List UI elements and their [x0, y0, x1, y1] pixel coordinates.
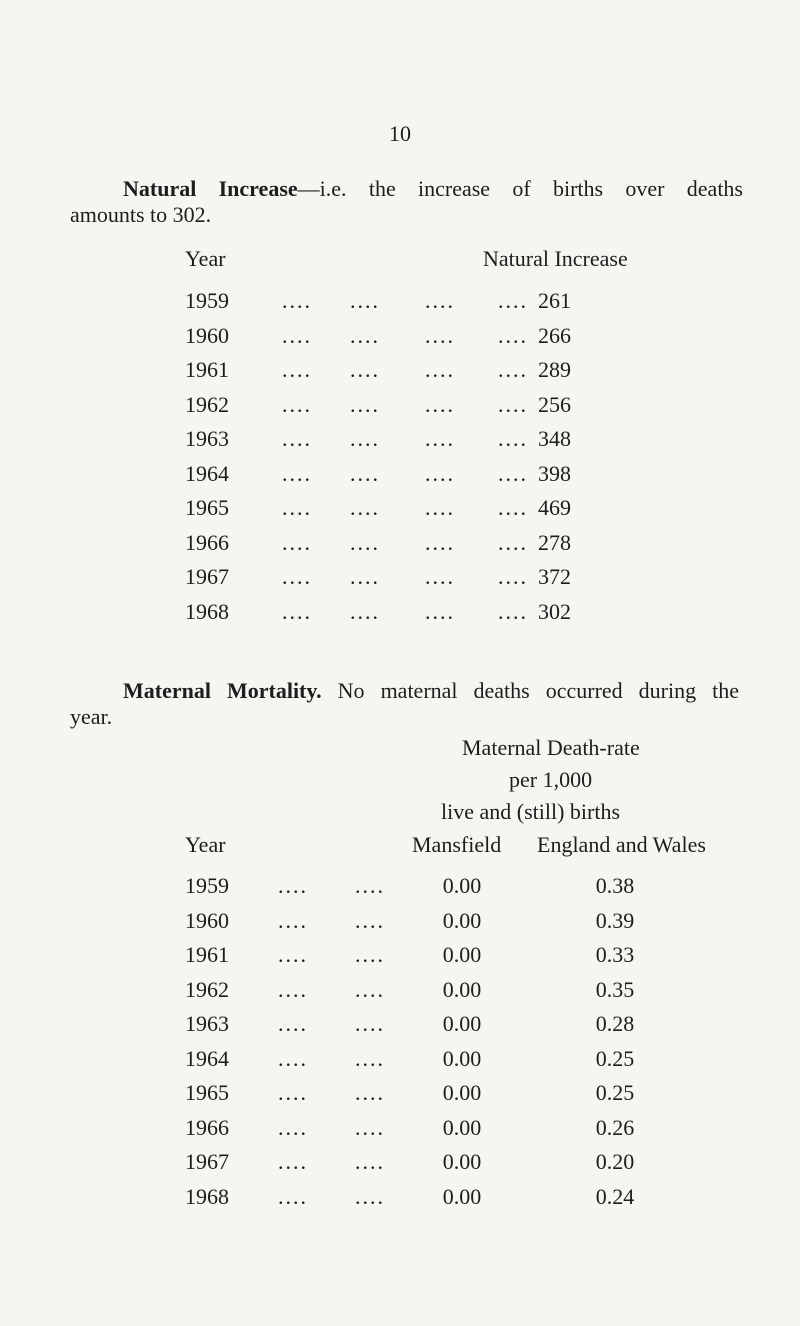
dot-leader: .... — [425, 598, 455, 624]
table-row — [0, 1010, 800, 1044]
table-row — [0, 598, 800, 632]
dot-leader: .... — [350, 322, 380, 348]
dot-leader: .... — [498, 357, 528, 382]
natural-increase-cell: 261 — [538, 288, 571, 313]
table-row — [0, 529, 800, 563]
table-row — [0, 976, 800, 1010]
dot-leader: .... — [278, 1114, 308, 1140]
year-cell: 1960 — [185, 907, 229, 933]
natural-increase-cell: 278 — [538, 529, 571, 555]
table-row — [0, 1183, 800, 1217]
year-cell: 1967 — [185, 564, 229, 589]
natural-increase-cell: 348 — [538, 426, 571, 451]
death-rate-caption-line3: live and (still) births — [441, 799, 621, 824]
dot-leader: .... — [498, 460, 528, 486]
dot-leader: .... — [355, 1183, 385, 1209]
dot-leader: .... — [278, 942, 308, 967]
year-cell: 1967 — [185, 1149, 229, 1174]
year-cell: 1968 — [185, 598, 229, 624]
dot-leader: .... — [425, 495, 455, 520]
england-wales-rate-cell: 0.20 — [595, 1149, 635, 1174]
year-cell: 1963 — [185, 426, 229, 451]
dot-leader: .... — [350, 391, 380, 417]
dot-leader: .... — [425, 426, 455, 451]
dot-leader: .... — [278, 1149, 308, 1174]
natural-increase-cell: 302 — [538, 598, 571, 624]
dot-leader: .... — [350, 495, 380, 520]
table-row — [0, 1148, 800, 1182]
dot-leader: .... — [350, 460, 380, 486]
maternal-mortality-heading: Maternal Mortality. — [123, 678, 322, 703]
dot-leader: .... — [425, 391, 455, 417]
year-cell: 1962 — [185, 391, 229, 417]
mansfield-rate-cell: 0.00 — [442, 1149, 482, 1174]
dot-leader: .... — [278, 1011, 308, 1036]
dot-leader: .... — [498, 391, 528, 417]
mansfield-rate-cell: 0.00 — [442, 1183, 482, 1209]
england-wales-rate-cell: 0.35 — [595, 976, 635, 1002]
table-row — [0, 872, 800, 906]
year-cell: 1962 — [185, 976, 229, 1002]
table-row — [0, 1079, 800, 1113]
dot-leader: .... — [355, 1080, 385, 1105]
table-row — [0, 1045, 800, 1079]
dot-leader: .... — [278, 907, 308, 933]
natural-increase-text-line1: —i.e. the increase of births over deaths — [297, 176, 743, 201]
year-cell: 1959 — [185, 288, 229, 313]
dot-leader: .... — [278, 1045, 308, 1071]
mansfield-header: Mansfield — [412, 832, 502, 857]
mansfield-rate-cell: 0.00 — [442, 1114, 482, 1140]
table-row — [0, 425, 800, 459]
table-row — [0, 494, 800, 528]
england-wales-rate-cell: 0.38 — [595, 873, 635, 898]
dot-leader: .... — [282, 529, 312, 555]
natural-increase-cell: 469 — [538, 495, 571, 520]
table-row — [0, 907, 800, 941]
natural-increase-cell: 256 — [538, 391, 571, 417]
maternal-mortality-text-line2: year. — [70, 704, 113, 729]
natural-increase-year-header: Year — [185, 246, 226, 271]
dot-leader: .... — [282, 391, 312, 417]
death-rate-caption-line1: Maternal Death-rate — [462, 735, 640, 760]
dot-leader: .... — [355, 1149, 385, 1174]
year-cell: 1961 — [185, 357, 229, 382]
dot-leader: .... — [425, 564, 455, 589]
table-row — [0, 563, 800, 597]
dot-leader: .... — [498, 426, 528, 451]
table-row — [0, 391, 800, 425]
dot-leader: .... — [498, 564, 528, 589]
dot-leader: .... — [350, 529, 380, 555]
dot-leader: .... — [498, 322, 528, 348]
year-cell: 1964 — [185, 1045, 229, 1071]
england-wales-rate-cell: 0.25 — [595, 1045, 635, 1071]
dot-leader: .... — [355, 1045, 385, 1071]
dot-leader: .... — [282, 426, 312, 451]
dot-leader: .... — [282, 322, 312, 348]
england-wales-header: England and Wales — [537, 832, 706, 857]
natural-increase-text-line2: amounts to 302. — [70, 202, 212, 227]
year-cell: 1964 — [185, 460, 229, 486]
mansfield-rate-cell: 0.00 — [442, 1011, 482, 1036]
dot-leader: .... — [282, 495, 312, 520]
natural-increase-cell: 398 — [538, 460, 571, 486]
mansfield-rate-cell: 0.00 — [442, 1080, 482, 1105]
dot-leader: .... — [425, 529, 455, 555]
maternal-mortality-text-line1: No maternal deaths occurred during the — [321, 678, 739, 703]
year-cell: 1965 — [185, 1080, 229, 1105]
dot-leader: .... — [498, 598, 528, 624]
mansfield-rate-cell: 0.00 — [442, 1045, 482, 1071]
year-cell: 1965 — [185, 495, 229, 520]
dot-leader: .... — [498, 495, 528, 520]
dot-leader: .... — [425, 357, 455, 382]
dot-leader: .... — [425, 322, 455, 348]
dot-leader: .... — [278, 873, 308, 898]
page-number: 10 — [389, 121, 411, 146]
natural-increase-cell: 266 — [538, 322, 571, 348]
dot-leader: .... — [350, 426, 380, 451]
dot-leader: .... — [278, 976, 308, 1002]
england-wales-rate-cell: 0.25 — [595, 1080, 635, 1105]
england-wales-rate-cell: 0.39 — [595, 907, 635, 933]
table-row — [0, 356, 800, 390]
dot-leader: .... — [350, 357, 380, 382]
death-rate-caption-line2: per 1,000 — [509, 767, 593, 792]
england-wales-rate-cell: 0.26 — [595, 1114, 635, 1140]
england-wales-rate-cell: 0.24 — [595, 1183, 635, 1209]
natural-increase-value-header: Natural Increase — [483, 246, 628, 271]
dot-leader: .... — [355, 1114, 385, 1140]
dot-leader: .... — [278, 1080, 308, 1105]
dot-leader: .... — [350, 564, 380, 589]
mansfield-rate-cell: 0.00 — [442, 942, 482, 967]
maternal-mortality-year-header: Year — [185, 832, 226, 857]
dot-leader: .... — [355, 873, 385, 898]
england-wales-rate-cell: 0.28 — [595, 1011, 635, 1036]
dot-leader: .... — [278, 1183, 308, 1209]
table-row — [0, 287, 800, 321]
mansfield-rate-cell: 0.00 — [442, 873, 482, 898]
year-cell: 1966 — [185, 529, 229, 555]
dot-leader: .... — [350, 598, 380, 624]
dot-leader: .... — [282, 460, 312, 486]
dot-leader: .... — [282, 598, 312, 624]
dot-leader: .... — [355, 942, 385, 967]
mansfield-rate-cell: 0.00 — [442, 976, 482, 1002]
table-row — [0, 1114, 800, 1148]
dot-leader: .... — [355, 907, 385, 933]
natural-increase-cell: 372 — [538, 564, 571, 589]
year-cell: 1966 — [185, 1114, 229, 1140]
england-wales-rate-cell: 0.33 — [595, 942, 635, 967]
maternal-mortality-paragraph — [123, 677, 739, 705]
table-row — [0, 941, 800, 975]
dot-leader: .... — [425, 460, 455, 486]
dot-leader: .... — [282, 564, 312, 589]
dot-leader: .... — [282, 357, 312, 382]
dot-leader: .... — [498, 288, 528, 313]
natural-increase-heading: Natural Increase — [123, 176, 298, 201]
natural-increase-cell: 289 — [538, 357, 571, 382]
year-cell: 1959 — [185, 873, 229, 898]
year-cell: 1963 — [185, 1011, 229, 1036]
dot-leader: .... — [498, 529, 528, 555]
dot-leader: .... — [425, 288, 455, 313]
mansfield-rate-cell: 0.00 — [442, 907, 482, 933]
year-cell: 1960 — [185, 322, 229, 348]
dot-leader: .... — [355, 1011, 385, 1036]
table-row — [0, 322, 800, 356]
natural-increase-paragraph — [123, 175, 743, 203]
table-row — [0, 460, 800, 494]
year-cell: 1961 — [185, 942, 229, 967]
dot-leader: .... — [282, 288, 312, 313]
year-cell: 1968 — [185, 1183, 229, 1209]
dot-leader: .... — [350, 288, 380, 313]
dot-leader: .... — [355, 976, 385, 1002]
